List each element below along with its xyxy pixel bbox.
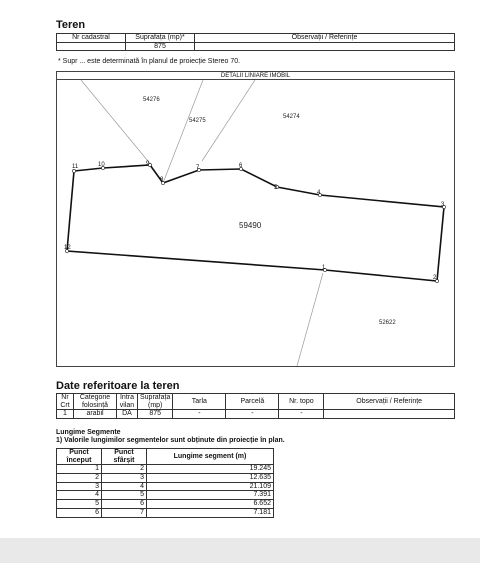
lungime-cell: 5 <box>57 500 102 509</box>
lungime-cell: 21.109 <box>147 482 274 491</box>
date-ref-cell: DA <box>117 410 138 419</box>
date-ref-cell: - <box>226 410 279 419</box>
parcel-label: 54274 <box>283 114 300 120</box>
teren-cell-nr-cadastral <box>57 42 126 51</box>
date-ref-title: Date referitoare la teren <box>56 380 180 392</box>
lungime-cell: 7 <box>102 508 147 517</box>
lungime-cell: 4 <box>57 491 102 500</box>
lungime-cell: 5 <box>102 491 147 500</box>
teren-note: * Supr ... este determinată în planul de proiecție Stereo 70. <box>58 58 241 65</box>
teren-title: Teren <box>56 19 86 31</box>
date-ref-cell: 875 <box>138 410 173 419</box>
lungime-cell: 6 <box>102 500 147 509</box>
lungime-cell: 12.635 <box>147 474 274 483</box>
teren-header-observatii: Observații / Referințe <box>195 34 455 43</box>
point-label: 2 <box>433 275 437 281</box>
point-label: 5 <box>274 185 278 191</box>
lungime-subtitle: 1) Valorile lungimilor segmentelor sunt obținute din proiecție în plan. <box>56 437 285 444</box>
lungime-header: Punct sfârșit <box>102 449 147 465</box>
point-label: 10 <box>98 162 105 168</box>
lungime-cell: 3 <box>57 482 102 491</box>
parcel-label: 54276 <box>143 97 160 103</box>
table-row <box>57 474 274 483</box>
date-ref-table <box>56 393 455 419</box>
date-ref-header: Suprafața (mp) <box>138 394 173 410</box>
lungime-cell: 6 <box>57 508 102 517</box>
lungime-cell: 4 <box>102 482 147 491</box>
point-label: 7 <box>196 165 200 171</box>
date-ref-cell: - <box>279 410 324 419</box>
map-box <box>56 79 455 367</box>
date-ref-header: Categorie folosință <box>74 394 117 410</box>
lungime-cell: 1 <box>57 465 102 474</box>
point-label: 6 <box>239 163 243 169</box>
point-label: 11 <box>72 164 79 170</box>
lungime-header: Punct început <box>57 449 102 465</box>
lungime-cell: 7.181 <box>147 508 274 517</box>
table-row <box>57 500 274 509</box>
point-label: 8 <box>160 177 164 183</box>
point-label: 9 <box>146 161 150 167</box>
table-row <box>57 491 274 500</box>
point-label: 12 <box>64 245 71 251</box>
lungime-cell: 19.245 <box>147 465 274 474</box>
parcel-map <box>57 80 454 366</box>
teren-table <box>56 33 455 51</box>
date-ref-cell: arabil <box>74 410 117 419</box>
teren-cell-suprafata: 875 <box>126 42 195 51</box>
table-row <box>57 508 274 517</box>
date-ref-cell <box>324 410 455 419</box>
parcel-label: 59490 <box>239 221 262 230</box>
date-ref-header: Nr. topo <box>279 394 324 410</box>
parcel-label: 54275 <box>189 118 206 124</box>
lungime-cell: 2 <box>57 474 102 483</box>
date-ref-header: Nr Crt <box>57 394 74 410</box>
lungime-cell: 3 <box>102 474 147 483</box>
lungime-table <box>56 448 274 518</box>
teren-header-suprafata: Suprafața (mp)* <box>126 34 195 43</box>
teren-cell-observatii <box>195 42 455 51</box>
lungime-cell: 6.652 <box>147 500 274 509</box>
date-ref-header: Tarla <box>173 394 226 410</box>
table-row <box>57 465 274 474</box>
teren-header-nr-cadastral: Nr cadastral <box>57 34 126 43</box>
map-header: DETALII LINIARE IMOBIL <box>56 71 455 80</box>
bottom-strip <box>0 538 480 563</box>
date-ref-header: Parcelă <box>226 394 279 410</box>
date-ref-cell: - <box>173 410 226 419</box>
lungime-header: Lungime segment (m) <box>147 449 274 465</box>
point-label: 1 <box>322 265 326 271</box>
parcel-label: 52622 <box>379 320 396 326</box>
date-ref-header: Observații / Referințe <box>324 394 455 410</box>
table-row <box>57 482 274 491</box>
point-label: 3 <box>441 202 445 208</box>
lungime-cell: 2 <box>102 465 147 474</box>
point-label: 4 <box>317 190 321 196</box>
lungime-title: Lungime Segmente <box>56 429 121 436</box>
date-ref-header: Intra vilan <box>117 394 138 410</box>
date-ref-cell: 1 <box>57 410 74 419</box>
lungime-cell: 7.391 <box>147 491 274 500</box>
